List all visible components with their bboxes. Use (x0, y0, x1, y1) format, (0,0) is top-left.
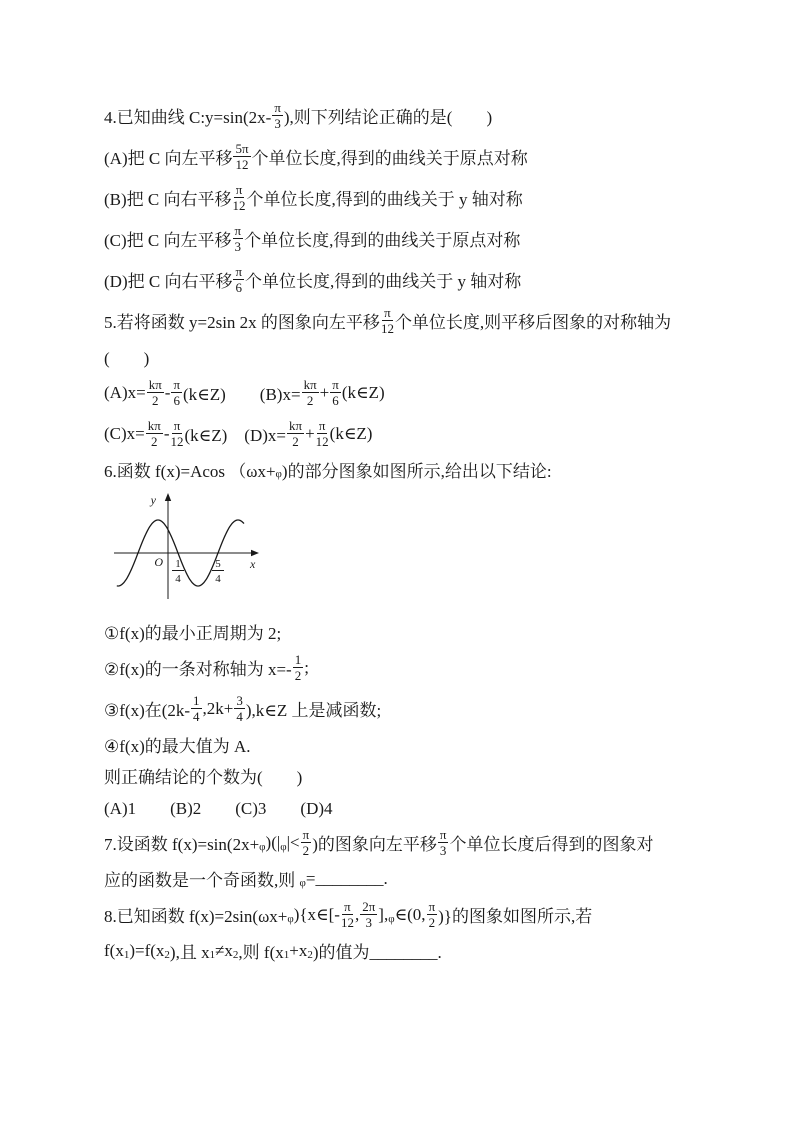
fraction: $\frac{\pi}{2}$ (302, 827, 310, 858)
text-run: (A)x= (104, 382, 146, 402)
text-run: (C)把 C 向左平移 (104, 231, 232, 250)
problem-8 (104, 894, 738, 966)
fraction: $\frac{3}{4}$ (236, 693, 243, 724)
text-run: 个单位长度后得到的图象对 (449, 835, 654, 854)
text-run: 7.设函数 f(x)=sin(2x+ (104, 835, 260, 854)
q8-stem-line-1 (104, 894, 738, 935)
subscript: φ (259, 840, 266, 853)
text-run: (k∈Z) (329, 423, 373, 443)
text-run: |< (286, 832, 300, 852)
fraction: $\frac{\pi}{12}$ (380, 305, 394, 336)
text-run: 个单位长度,得到的曲线关于原点对称 (244, 231, 521, 250)
text-run: ①f(x)的最小正周期为 2; (104, 624, 282, 643)
text-run: (k∈Z) (D)x= (184, 426, 286, 445)
q5-options-ab (104, 372, 738, 413)
text-run: )(| (265, 832, 281, 852)
origin-label: O (154, 555, 163, 569)
text-run: - (163, 423, 170, 443)
text-run: ( ) (104, 349, 150, 368)
q4-stem (104, 95, 738, 136)
text-run: (C)x= (104, 423, 145, 443)
q6-options (104, 791, 738, 822)
fraction: $\frac{\pi}{6}$ (173, 377, 181, 408)
subscript: 1 (209, 948, 216, 961)
fraction: $\frac{\pi}{3}$ (234, 223, 242, 254)
text-run: - (164, 382, 171, 402)
problem-6 (104, 454, 738, 822)
subscript: φ (388, 912, 395, 925)
text-run: )的值为________. (312, 943, 442, 962)
text-run: ∈(0, (394, 904, 426, 924)
text-run: 个单位长度,则平移后图象的对称轴为 (394, 313, 672, 332)
text-run: ),k∈Z 上是减函数; (245, 701, 382, 720)
text-run: + (305, 423, 315, 443)
problem-7-lines (104, 822, 738, 894)
q6-conclusion-4 (104, 729, 738, 760)
fraction: $\frac{\pi}{6}$ (235, 264, 243, 295)
x-axis-arrow-icon (251, 550, 259, 556)
subscript: 2 (232, 948, 239, 961)
text-run: ③f(x)在(2k- (104, 701, 191, 720)
text-run: 8.已知函数 f(x)=2sin(ωx+ (104, 907, 288, 926)
fraction: $\frac{\pi}{12}$ (170, 418, 184, 449)
subscript: 1 (123, 948, 130, 961)
q6-conclusion-3 (104, 688, 738, 729)
text-run: =________. (305, 868, 388, 888)
q5-paren (104, 341, 738, 372)
x-axis-label: x (250, 557, 256, 571)
subscript: φ (287, 912, 294, 925)
svg-text:4: 4 (215, 573, 221, 585)
subscript: φ (280, 840, 287, 853)
q4-option-d (104, 259, 738, 300)
text-run: )的图象向左平移 (312, 835, 437, 854)
cosine-graph (106, 491, 278, 603)
problem-7 (104, 822, 738, 894)
q6-conclusion-2 (104, 647, 738, 688)
fraction: $\frac{\pi}{3}$ (274, 100, 281, 131)
subscript: 1 (283, 948, 290, 961)
fraction: $\frac{k\pi}{2}$ (288, 418, 303, 449)
text-run: 6.函数 f(x)=Acos （ωx+ (104, 462, 276, 481)
text-run: ≠x (215, 940, 233, 960)
q6-question (104, 760, 738, 791)
problem-6-stem (104, 454, 738, 485)
text-run: )=f(x (129, 940, 165, 960)
text-run: ,则 f(x (238, 943, 284, 962)
problem-4-lines (104, 95, 738, 300)
svg-text:5: 5 (215, 558, 221, 570)
problem-6-conclusions (104, 616, 738, 822)
text-run: ②f(x)的一条对称轴为 x=- (104, 660, 292, 679)
q5-options-cd (104, 413, 738, 454)
q7-stem-line-2 (104, 863, 738, 894)
q6-stem (104, 454, 738, 485)
text-run: +x (289, 940, 308, 960)
text-run: ){x∈[- (293, 904, 340, 924)
y-axis-label: y (150, 493, 156, 507)
fraction: $\frac{k\pi}{2}$ (147, 418, 161, 449)
subscript: 2 (307, 948, 313, 961)
fraction: $\frac{\pi}{6}$ (332, 377, 339, 408)
q8-stem-line-2 (104, 935, 738, 966)
text-run: ,2k+ (202, 698, 234, 718)
text-run: (A)把 C 向左平移 (104, 149, 233, 168)
fraction: $\frac{\pi}{2}$ (428, 899, 436, 930)
text-run: 4.已知曲线 C:y=sin(2x- (104, 108, 272, 127)
function-graph-figure (106, 491, 738, 608)
subscript: 2 (164, 948, 170, 961)
text-run: 个单位长度,得到的曲线关于原点对称 (251, 149, 528, 168)
fraction: $\frac{2\pi}{3}$ (362, 899, 376, 930)
text-run: 个单位长度,得到的曲线关于 y 轴对称 (246, 190, 523, 209)
q6-conclusion-1 (104, 616, 738, 647)
subscript: φ (275, 467, 282, 480)
q4-option-c (104, 218, 738, 259)
text-run: )的部分图象如图所示,给出以下结论: (281, 462, 552, 481)
text-run: ),且 x (169, 943, 210, 962)
text-run: f(x (104, 940, 124, 960)
svg-text:4: 4 (175, 573, 181, 585)
q4-option-b (104, 177, 738, 218)
text-run: )}的图象如图所示,若 (438, 907, 593, 926)
q4-option-a (104, 136, 738, 177)
problem-5 (104, 300, 738, 454)
problem-8-lines (104, 894, 738, 966)
q7-stem-line-1 (104, 822, 738, 863)
text-run: 则正确结论的个数为( ) (104, 768, 303, 787)
text-run: ], (378, 904, 389, 924)
fraction: $\frac{\pi}{12}$ (315, 418, 329, 449)
svg-text:1: 1 (175, 558, 181, 570)
text-run: ; (304, 657, 309, 677)
text-run: (k∈Z) (341, 382, 385, 402)
text-run: , (354, 904, 360, 924)
y-axis-arrow-icon (165, 493, 171, 501)
text-run: (B)把 C 向右平移 (104, 190, 232, 209)
q5-stem (104, 300, 738, 341)
fraction: $\frac{\pi}{12}$ (232, 182, 246, 213)
fraction: $\frac{\pi}{3}$ (439, 827, 447, 858)
subscript: φ (299, 876, 306, 889)
text-run: (k∈Z) (B)x= (183, 385, 301, 404)
text-run: 应的函数是一个奇函数,则 (104, 871, 300, 890)
text-run: 5.若将函数 y=2sin 2x 的图象向左平移 (104, 313, 380, 332)
text-run: (D)把 C 向右平移 (104, 272, 233, 291)
problem-4 (104, 95, 738, 300)
fraction: $\frac{5\pi}{12}$ (235, 141, 249, 172)
fraction: $\frac{1}{4}$ (193, 693, 200, 724)
fraction: $\frac{k\pi}{2}$ (303, 377, 317, 408)
text-run: ),则下列结论正确的是( ) (283, 108, 493, 127)
text-run: + (319, 382, 330, 402)
problem-5-lines (104, 300, 738, 454)
text-run: ④f(x)的最大值为 A. (104, 737, 251, 756)
text-run: (A)1 (B)2 (C)3 (D)4 (104, 799, 333, 818)
text-run: 个单位长度,得到的曲线关于 y 轴对称 (245, 272, 522, 291)
fraction: $\frac{1}{2}$ (294, 652, 302, 683)
fraction: $\frac{\pi}{12}$ (340, 899, 354, 930)
fraction: $\frac{k\pi}{2}$ (148, 377, 162, 408)
